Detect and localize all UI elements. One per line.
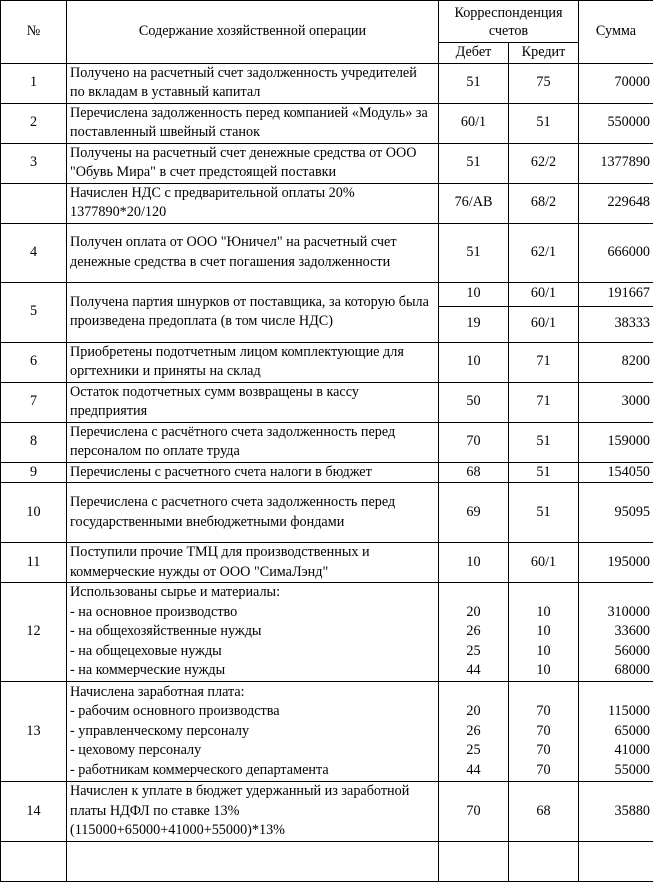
row-item-debit: 20 [442,702,505,722]
row-item-debit: 20 [442,603,505,623]
table-row [1,342,653,382]
row-item-sum: 56000 [582,642,650,662]
row-content [67,682,439,782]
row-content: Получено на расчетный счет задолженность учредителей по вкладам в уставный капитал [67,63,439,103]
row-sum: 35880 [579,782,653,842]
row-credit: 60/1 [509,306,579,342]
table-row [1,422,653,462]
row-debit: 51 [439,143,509,183]
row-item-credit: 70 [512,741,575,761]
row-item-sum: 115000 [582,702,650,722]
row-item-credit: 70 [512,722,575,742]
table-row [1,143,653,183]
row-content: Перечислены с расчетного счета налоги в бюджет [67,462,439,483]
row-item-debit: 44 [442,661,505,681]
row-item-credit: 70 [512,702,575,722]
table-row [1,682,653,782]
row-title: Использованы сырье и материалы: [70,583,435,603]
row-item-sum: 33600 [582,622,650,642]
table-row [1,282,653,306]
row-item-credit: 10 [512,622,575,642]
row-credit: 62/1 [509,223,579,282]
row-content: Перечислена с расчётного счета задолженность перед персоналом по оплате труда [67,422,439,462]
row-credit: 62/2 [509,143,579,183]
row-debit [439,682,509,782]
row-number: 5 [1,282,67,342]
row-number: 3 [1,143,67,183]
row-debit: 19 [439,306,509,342]
row-sum: 229648 [579,183,653,223]
row-debit: 70 [439,782,509,842]
row-sum: 38333 [579,306,653,342]
row-title: Начислена заработная плата: [70,683,435,703]
row-content: Начислен НДС с предварительной оплаты 20% 1377890*20/120 [67,183,439,223]
row-item-sum: 55000 [582,761,650,781]
row-item-sum: 41000 [582,741,650,761]
row-sum: 1377890 [579,143,653,183]
row-number: 14 [1,782,67,842]
row-debit: 50 [439,382,509,422]
table-row [1,63,653,103]
row-credit [509,583,579,682]
row-item-debit: 26 [442,722,505,742]
row-number: 13 [1,682,67,782]
row-item-credit: 10 [512,642,575,662]
row-credit: 51 [509,103,579,143]
row-item-debit: 26 [442,622,505,642]
row-content: Остаток подотчетных сумм возвращены в кассу предприятия [67,382,439,422]
row-sum: 8200 [579,342,653,382]
table-row [1,223,653,282]
table-row [1,583,653,682]
row-item-text: - рабочим основного производства [70,702,435,722]
row-number: 1 [1,63,67,103]
row-number: 2 [1,103,67,143]
row-item-text: - на основное производство [70,603,435,623]
row-credit [509,682,579,782]
header-content: Содержание хозяйственной операции [67,1,439,64]
row-item-text: - управленческому персоналу [70,722,435,742]
row-credit: 75 [509,63,579,103]
row-content: Поступили прочие ТМЦ для производственных и коммерческие нужды от ООО "СимаЛэнд" [67,543,439,583]
row-sum: 191667 [579,282,653,306]
row-number: 11 [1,543,67,583]
row-item-sum: 310000 [582,603,650,623]
row-sum: 70000 [579,63,653,103]
header-sum: Сумма [579,1,653,64]
row-debit: 69 [439,483,509,543]
row-item-sum: 65000 [582,722,650,742]
row-sum: 3000 [579,382,653,422]
header-credit: Кредит [509,43,579,64]
header-correspondence: Корреспонденция счетов [439,1,579,43]
row-credit: 51 [509,483,579,543]
row-item-credit: 70 [512,761,575,781]
table-row [1,543,653,583]
row-number: 7 [1,382,67,422]
row-item-sum: 68000 [582,661,650,681]
row-item-text: - цеховому персоналу [70,741,435,761]
row-sum: 159000 [579,422,653,462]
row-number: 10 [1,483,67,543]
row-debit: 70 [439,422,509,462]
row-content: Получены на расчетный счет денежные средства от ООО "Обувь Мира" в счет предстоящей поставки [67,143,439,183]
row-number: 9 [1,462,67,483]
row-item-debit: 44 [442,761,505,781]
row-debit: 10 [439,282,509,306]
row-credit: 60/1 [509,543,579,583]
row-number: 4 [1,223,67,282]
table-row [1,782,653,842]
header-row [1,1,653,43]
row-debit: 10 [439,342,509,382]
table-row [1,483,653,543]
row-debit: 10 [439,543,509,583]
row-credit: 68 [509,782,579,842]
row-content: Начислен к уплате в бюджет удержанный из заработной платы НДФЛ по ставке 13% (115000+65000+41000+55000)*13% [67,782,439,842]
row-content: Приобретены подотчетным лицом комплектующие для оргтехники и приняты на склад [67,342,439,382]
row-item-debit: 25 [442,642,505,662]
row-sum: 195000 [579,543,653,583]
row-debit: 68 [439,462,509,483]
row-credit: 68/2 [509,183,579,223]
row-number: 6 [1,342,67,382]
row-credit: 71 [509,342,579,382]
table-row [1,382,653,422]
row-debit [439,583,509,682]
row-sum: 95095 [579,483,653,543]
row-credit: 51 [509,462,579,483]
row-content: Получена партия шнурков от поставщика, за которую была произведена предоплата (в том числе НДС) [67,282,439,342]
header-debit: Дебет [439,43,509,64]
row-credit: 60/1 [509,282,579,306]
row-number: 8 [1,422,67,462]
row-debit: 76/АВ [439,183,509,223]
header-num: № [1,1,67,64]
row-item-debit: 25 [442,741,505,761]
row-number: 12 [1,583,67,682]
row-item-text: - на коммерческие нужды [70,661,435,681]
table-row-cut [1,841,653,881]
row-item-text: - работникам коммерческого департамента [70,761,435,781]
row-credit: 51 [509,422,579,462]
row-sum: 666000 [579,223,653,282]
row-content [67,583,439,682]
row-debit: 51 [439,63,509,103]
row-item-credit: 10 [512,603,575,623]
row-content: Перечислена задолженность перед компанией «Модуль» за поставленный швейный станок [67,103,439,143]
table-row [1,103,653,143]
row-credit: 71 [509,382,579,422]
row-item-text: - на общецеховые нужды [70,642,435,662]
row-sum [579,583,653,682]
row-content: Получен оплата от ООО "Юничел" на расчетный счет денежные средства в счет погашения задолженности [67,223,439,282]
row-debit: 60/1 [439,103,509,143]
row-item-credit: 10 [512,661,575,681]
row-sum [579,682,653,782]
row-item-text: - на общехозяйственные нужды [70,622,435,642]
row-sum: 154050 [579,462,653,483]
row-debit: 51 [439,223,509,282]
row-content: Перечислена с расчетного счета задолженность перед государственными внебюджетными фондами [67,483,439,543]
row-sum: 550000 [579,103,653,143]
table-row [1,183,653,223]
table-row [1,462,653,483]
row-number [1,183,67,223]
